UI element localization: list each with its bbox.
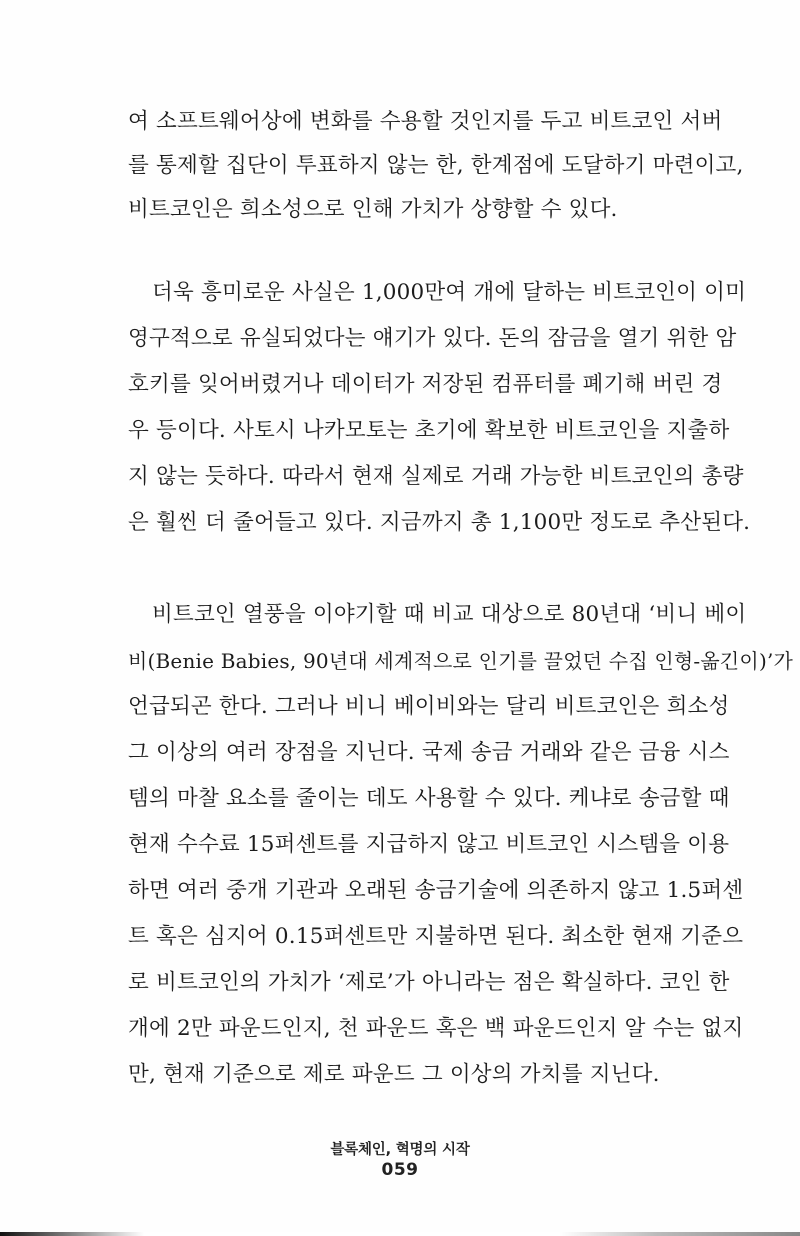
text-line: 하면 여러 중개 기관과 오래된 송금기술에 의존하지 않고 1.5퍼센 [128, 878, 744, 903]
text-line: 영구적으로 유실되었다는 얘기가 있다. 돈의 잠금을 열기 위한 암 [128, 326, 737, 351]
text-line: 은 훨씬 더 줄어들고 있다. 지금까지 총 1,100만 정도로 추산된다. [128, 510, 751, 535]
text-line: 트 혹은 심지어 0.15퍼센트만 지불하면 된다. 최소한 현재 기준으 [128, 924, 744, 949]
text-line: 로 비트코인의 가치가 ‘제로’가 아니라는 점은 확실하다. 코인 한 [128, 970, 730, 995]
text-line: 우 등이다. 사토시 나카모토는 초기에 확보한 비트코인을 지출하 [128, 418, 730, 443]
page-number: 059 [381, 1160, 419, 1180]
text-line: 비트코인 열풍을 이야기할 때 비교 대상으로 80년대 ‘비니 베이 [152, 602, 747, 627]
text-line: 개에 2만 파운드인지, 천 파운드 혹은 백 파운드인지 알 수는 없지 [128, 1016, 744, 1041]
text-line: 템의 마찰 요소를 줄이는 데도 사용할 수 있다. 케냐로 송금할 때 [128, 786, 730, 811]
text-line: 현재 수수료 15퍼센트를 지급하지 않고 비트코인 시스템을 이용 [128, 832, 730, 857]
text-line: 그 이상의 여러 장점을 지닌다. 국제 송금 거래와 같은 금융 시스 [128, 740, 730, 765]
text-line: 비트코인은 희소성으로 인해 가치가 상향할 수 있다. [128, 197, 618, 222]
text-line: 호키를 잊어버렸거나 데이터가 저장된 컴퓨터를 폐기해 버린 경 [128, 372, 723, 397]
text-line: 를 통제할 집단이 투표하지 않는 한, 한계점에 도달하기 마련이고, [128, 153, 744, 178]
page-bottom-edge-shadow [0, 1232, 800, 1236]
text-line: 지 않는 듯하다. 따라서 현재 실제로 거래 가능한 비트코인의 총량 [128, 464, 744, 489]
running-footer-book-title: 블록체인, 혁명의 시작 [330, 1142, 470, 1158]
text-line: 여 소프트웨어상에 변화를 수용할 것인지를 두고 비트코인 서버 [128, 109, 723, 134]
text-line: 비(Benie Babies, 90년대 세계적으로 인기를 끌었던 수집 인형-옮긴이)’가 [128, 649, 794, 673]
text-line: 더욱 흥미로운 사실은 1,000만여 개에 달하는 비트코인이 이미 [152, 280, 747, 305]
text-line: 언급되곤 한다. 그러나 비니 베이비와는 달리 비트코인은 희소성 [128, 694, 730, 719]
text-line: 만, 현재 기준으로 제로 파운드 그 이상의 가치를 지닌다. [128, 1062, 660, 1087]
